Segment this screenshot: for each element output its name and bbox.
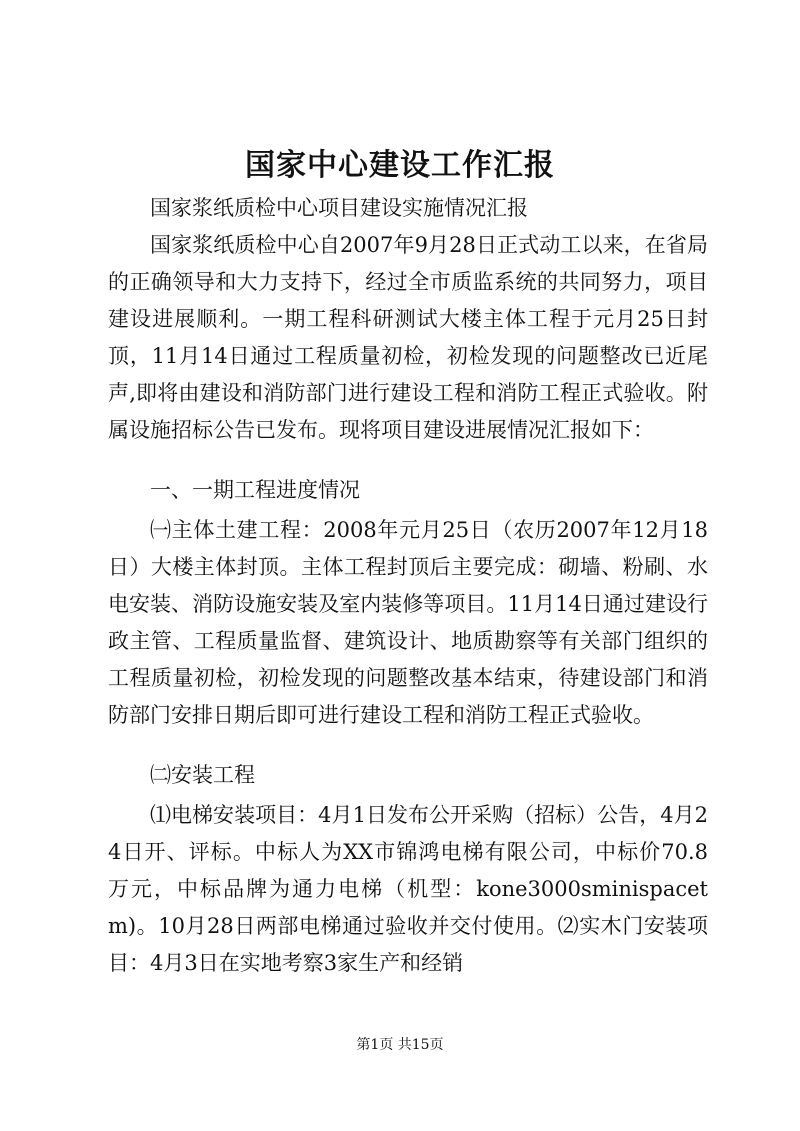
item-heading-installation: ㈡安装工程 <box>150 763 255 787</box>
item-paragraph-installation: ⑴电梯安装项目：4月1日发布公开采购（招标）公告，4月24日开、评标。中标人为XX市锦鸿电梯有限公司，中标价70.8 万元，中标品牌为通力电梯（机型：kone3000sminispacetm)。10月28日两部电梯通过验收并交付使用。⑵实木门安装项目：4月3日在实地考察3家生产和经销 <box>108 803 708 975</box>
item-paragraph-main-construction: ㈠主体土建工程：2008年元月25日（农历2007年12月18日）大楼主体封顶。主体工程封顶后主要完成：砌墙、粉刷、水电安装、消防设施安装及室内装修等项目。11月14日通过建设行政主管、工程质量监督、建筑设计、地质勘察等有关部门组织的工程质量初检，初检发现的问题整改基本结束，待建设部门和消防部门安排日期后即可进行建设工程和消防工程正式验收。 <box>108 518 708 727</box>
intro-paragraph: 国家浆纸质检中心自2007年9月28日正式动工以来，在省局的正确领导和大力支持下，经过全市质监系统的共同努力，项目建设进展顺利。一期工程科研测试大楼主体工程于元月25日封顶，11月14日通过工程质量初检，初检发现的问题整改已近尾声,即将由建设和消防部门进行建设工程和消防工程正式验收。附属设施招标公告已发布。现将项目建设进展情况汇报如下： <box>108 233 708 442</box>
section-heading: 一、一期工程进度情况 <box>150 478 360 502</box>
page-footer: 第1页 共15页 <box>356 1037 444 1053</box>
document-title: 国家中心建设工作汇报 <box>245 148 555 183</box>
document-subtitle: 国家浆纸质检中心项目建设实施情况汇报 <box>150 196 528 220</box>
